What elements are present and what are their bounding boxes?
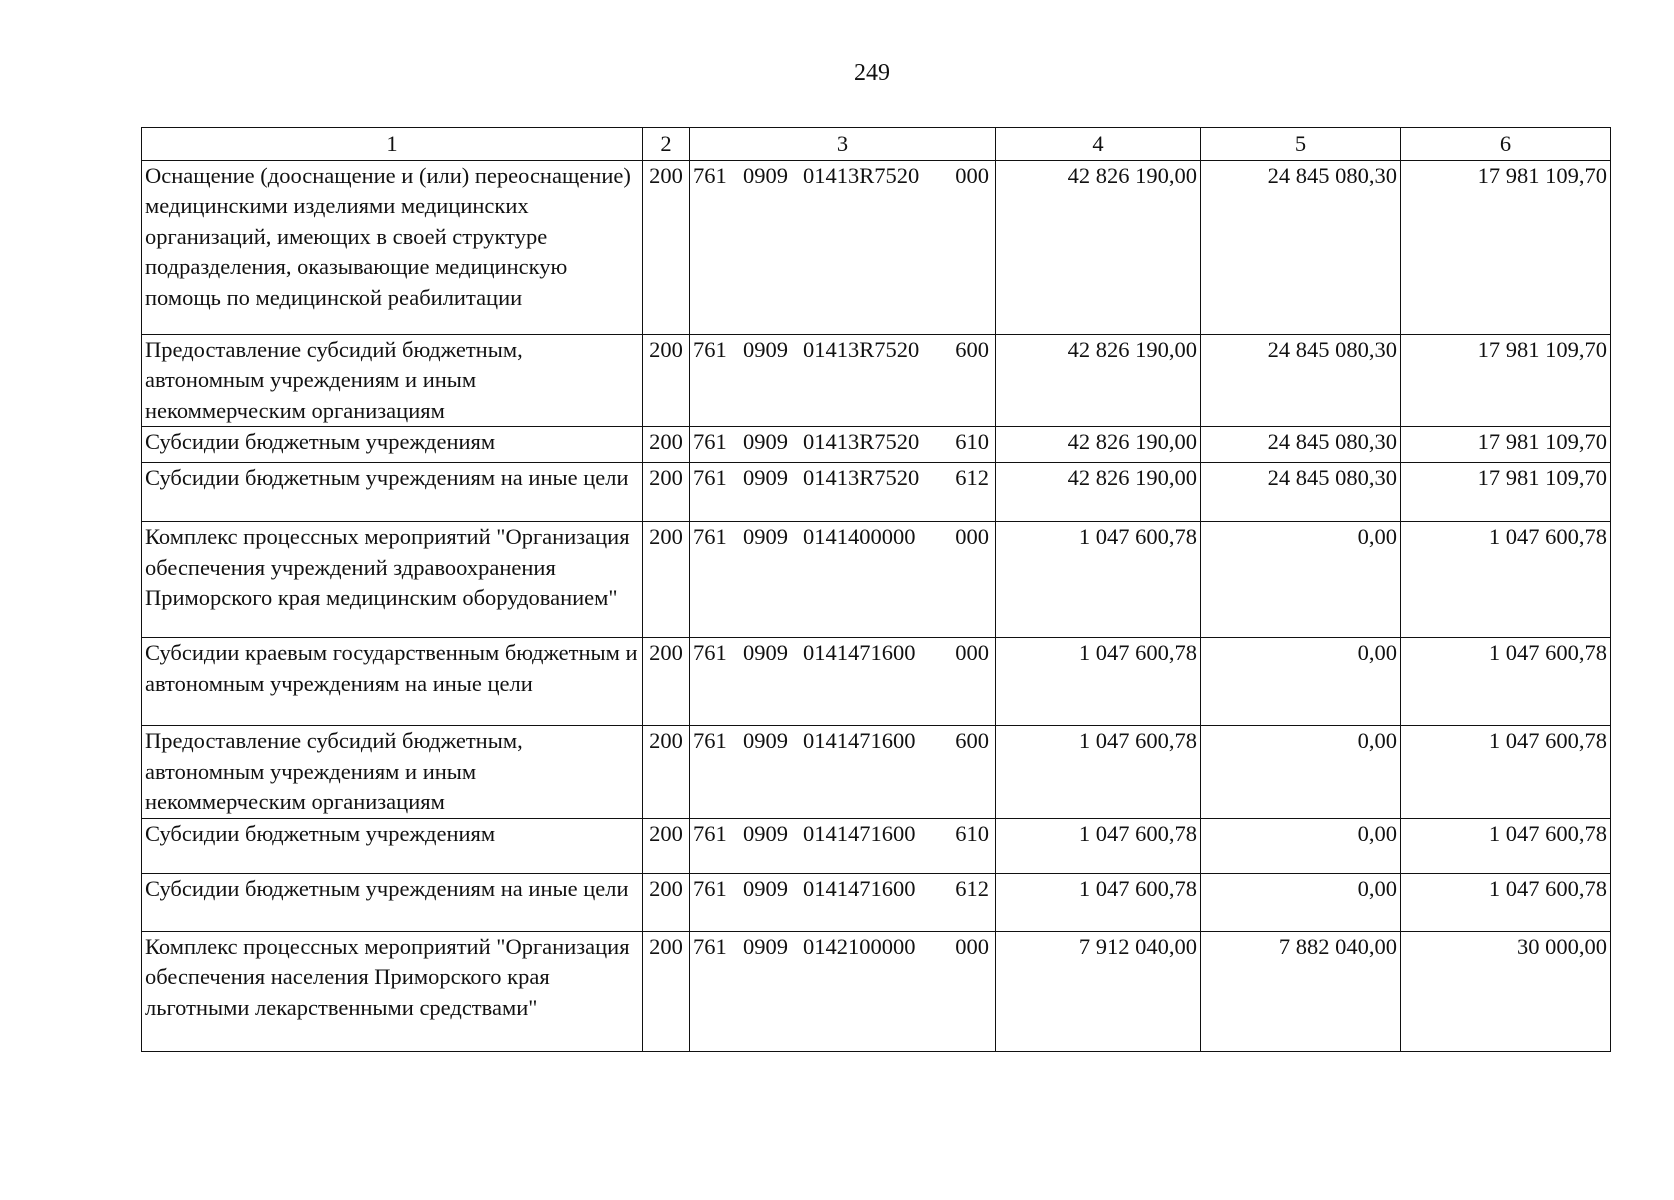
expense-type-code: 612 bbox=[955, 875, 989, 901]
section-code: 0909 bbox=[743, 820, 788, 846]
grbs-code: 761 bbox=[693, 933, 727, 959]
table-row bbox=[142, 522, 1611, 638]
section-code: 0909 bbox=[743, 524, 788, 549]
row-value-5: 0,00 bbox=[1201, 873, 1401, 931]
header-cell: 5 bbox=[1201, 128, 1401, 161]
table-row bbox=[142, 427, 1611, 463]
row-name: Субсидии бюджетным учреждениям на иные цели bbox=[142, 463, 643, 522]
row-value-4: 1 047 600,78 bbox=[996, 873, 1201, 931]
row-col2: 200 bbox=[643, 427, 690, 463]
section-code: 0909 bbox=[743, 162, 788, 188]
row-code bbox=[690, 726, 996, 819]
target-article-code: 0141471600 bbox=[803, 820, 916, 846]
section-code: 0909 bbox=[743, 336, 788, 362]
row-name: Субсидии краевым государственным бюджетным и автономным учреждениям на иные цели bbox=[142, 638, 643, 726]
row-value-6: 1 047 600,78 bbox=[1401, 726, 1611, 819]
row-name: Комплекс процессных мероприятий "Организация обеспечения населения Приморского края льготными лекарственными средствами" bbox=[142, 931, 643, 1051]
expense-type-code: 612 bbox=[955, 465, 989, 490]
row-value-4: 1 047 600,78 bbox=[996, 522, 1201, 638]
row-value-4: 42 826 190,00 bbox=[996, 463, 1201, 522]
row-code bbox=[690, 427, 996, 463]
expense-type-code: 000 bbox=[955, 933, 989, 959]
row-value-4: 42 826 190,00 bbox=[996, 427, 1201, 463]
header-cell: 1 bbox=[142, 128, 643, 161]
section-code: 0909 bbox=[743, 640, 788, 665]
row-value-5: 24 845 080,30 bbox=[1201, 160, 1401, 334]
target-article-code: 0141471600 bbox=[803, 875, 916, 901]
row-value-5: 24 845 080,30 bbox=[1201, 334, 1401, 427]
row-code bbox=[690, 931, 996, 1051]
table-row bbox=[142, 726, 1611, 819]
section-code: 0909 bbox=[743, 933, 788, 959]
row-col2: 200 bbox=[643, 638, 690, 726]
row-code bbox=[690, 873, 996, 931]
row-col2: 200 bbox=[643, 160, 690, 334]
row-code bbox=[690, 522, 996, 638]
row-name: Субсидии бюджетным учреждениям bbox=[142, 427, 643, 463]
row-value-5: 24 845 080,30 bbox=[1201, 427, 1401, 463]
expense-type-code: 610 bbox=[955, 820, 989, 846]
row-col2: 200 bbox=[643, 334, 690, 427]
row-value-6: 17 981 109,70 bbox=[1401, 334, 1611, 427]
row-value-5: 24 845 080,30 bbox=[1201, 463, 1401, 522]
expense-type-code: 600 bbox=[955, 728, 989, 753]
row-code bbox=[690, 463, 996, 522]
row-col2: 200 bbox=[643, 818, 690, 873]
row-name: Предоставление субсидий бюджетным, автономным учреждениям и иным некоммерческим организациям bbox=[142, 726, 643, 819]
grbs-code: 761 bbox=[693, 429, 727, 454]
target-article-code: 01413R7520 bbox=[803, 465, 920, 490]
row-code bbox=[690, 818, 996, 873]
target-article-code: 01413R7520 bbox=[803, 162, 920, 188]
row-value-6: 17 981 109,70 bbox=[1401, 463, 1611, 522]
row-value-6: 17 981 109,70 bbox=[1401, 160, 1611, 334]
header-cell: 2 bbox=[643, 128, 690, 161]
grbs-code: 761 bbox=[693, 640, 727, 665]
row-value-4: 42 826 190,00 bbox=[996, 160, 1201, 334]
row-code bbox=[690, 334, 996, 427]
row-name: Оснащение (дооснащение и (или) переоснащение) медицинскими изделиями медицинских организаций, имеющих в своей структуре подразделения, оказывающие медицинскую помощь по медицинской реабилитации bbox=[142, 160, 643, 334]
target-article-code: 0141471600 bbox=[803, 640, 916, 665]
expense-type-code: 000 bbox=[955, 640, 989, 665]
header-cell: 6 bbox=[1401, 128, 1611, 161]
row-name: Субсидии бюджетным учреждениям bbox=[142, 818, 643, 873]
row-col2: 200 bbox=[643, 463, 690, 522]
row-value-4: 42 826 190,00 bbox=[996, 334, 1201, 427]
target-article-code: 0141400000 bbox=[803, 524, 916, 549]
row-code bbox=[690, 638, 996, 726]
row-value-5: 0,00 bbox=[1201, 638, 1401, 726]
grbs-code: 761 bbox=[693, 728, 727, 753]
row-value-6: 1 047 600,78 bbox=[1401, 638, 1611, 726]
row-value-6: 1 047 600,78 bbox=[1401, 818, 1611, 873]
budget-table bbox=[141, 127, 1611, 1052]
row-value-5: 0,00 bbox=[1201, 726, 1401, 819]
table-row bbox=[142, 463, 1611, 522]
row-value-4: 7 912 040,00 bbox=[996, 931, 1201, 1051]
grbs-code: 761 bbox=[693, 875, 727, 901]
row-name: Предоставление субсидий бюджетным, автономным учреждениям и иным некоммерческим организациям bbox=[142, 334, 643, 427]
row-col2: 200 bbox=[643, 522, 690, 638]
target-article-code: 01413R7520 bbox=[803, 429, 920, 454]
grbs-code: 761 bbox=[693, 820, 727, 846]
expense-type-code: 000 bbox=[955, 524, 989, 549]
section-code: 0909 bbox=[743, 728, 788, 753]
section-code: 0909 bbox=[743, 875, 788, 901]
row-value-6: 30 000,00 bbox=[1401, 931, 1611, 1051]
row-value-6: 17 981 109,70 bbox=[1401, 427, 1611, 463]
row-value-5: 0,00 bbox=[1201, 818, 1401, 873]
row-col2: 200 bbox=[643, 726, 690, 819]
row-name: Субсидии бюджетным учреждениям на иные цели bbox=[142, 873, 643, 931]
row-value-5: 7 882 040,00 bbox=[1201, 931, 1401, 1051]
target-article-code: 0142100000 bbox=[803, 933, 916, 959]
row-code bbox=[690, 160, 996, 334]
target-article-code: 01413R7520 bbox=[803, 336, 920, 362]
row-name: Комплекс процессных мероприятий "Организация обеспечения учреждений здравоохранения Приморского края медицинским оборудованием" bbox=[142, 522, 643, 638]
row-value-6: 1 047 600,78 bbox=[1401, 873, 1611, 931]
section-code: 0909 bbox=[743, 429, 788, 454]
header-row bbox=[142, 128, 1611, 161]
grbs-code: 761 bbox=[693, 336, 727, 362]
page-number: 249 bbox=[854, 60, 890, 86]
table-row bbox=[142, 818, 1611, 873]
grbs-code: 761 bbox=[693, 162, 727, 188]
header-cell: 4 bbox=[996, 128, 1201, 161]
expense-type-code: 600 bbox=[955, 336, 989, 362]
row-value-6: 1 047 600,78 bbox=[1401, 522, 1611, 638]
row-value-4: 1 047 600,78 bbox=[996, 726, 1201, 819]
expense-type-code: 610 bbox=[955, 429, 989, 454]
target-article-code: 0141471600 bbox=[803, 728, 916, 753]
row-value-5: 0,00 bbox=[1201, 522, 1401, 638]
grbs-code: 761 bbox=[693, 524, 727, 549]
table-row bbox=[142, 931, 1611, 1051]
expense-type-code: 000 bbox=[955, 162, 989, 188]
table-row bbox=[142, 160, 1611, 334]
grbs-code: 761 bbox=[693, 465, 727, 490]
row-col2: 200 bbox=[643, 931, 690, 1051]
table-row bbox=[142, 334, 1611, 427]
row-value-4: 1 047 600,78 bbox=[996, 818, 1201, 873]
table-row bbox=[142, 873, 1611, 931]
row-col2: 200 bbox=[643, 873, 690, 931]
section-code: 0909 bbox=[743, 465, 788, 490]
table-row bbox=[142, 638, 1611, 726]
header-cell: 3 bbox=[690, 128, 996, 161]
row-value-4: 1 047 600,78 bbox=[996, 638, 1201, 726]
